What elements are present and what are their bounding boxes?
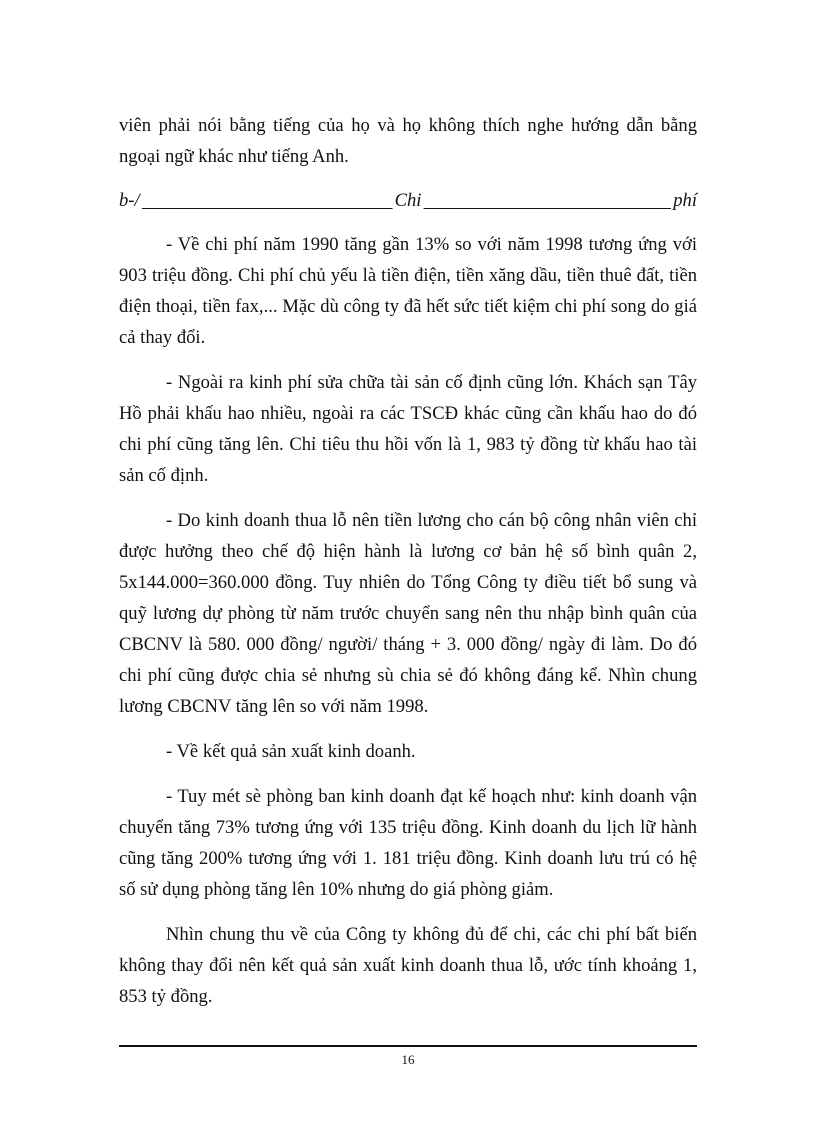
paragraph-departments: - Tuy mét sè phòng ban kinh doanh đạt kế hoạch như: kinh doanh vận chuyển tăng 73% tương ứng với 135 triệu đồng. Kinh doanh du lịch lữ hành cũng tăng 200% tương ứng với 1. 181 triệu đồng. Kinh doanh lưu trú có hệ số sử dụng phòng tăng lên 10% nhưng do giá phòng giảm. <box>119 786 697 900</box>
footer-divider <box>119 1045 697 1047</box>
paragraph-repair-costs: - Ngoài ra kinh phí sửa chữa tài sản cố định cũng lớn. Khách sạn Tây Hồ phải khấu hao nhiều, ngoài ra các TSCĐ khác cũng cần khấu hao do đó chi phí cũng tăng lên. Chỉ tiêu thu hồi vốn là 1, 983 tỷ đồng từ khấu hao tài sản cố định. <box>119 372 697 486</box>
heading-word-1: Chi <box>394 190 422 211</box>
paragraph-continued: viên phải nói bằng tiếng của họ và họ không thích nghe hướng dẫn bằng ngoại ngữ khác như tiếng Anh. <box>119 115 697 167</box>
paragraph-salary: - Do kinh doanh thua lỗ nên tiền lương cho cán bộ công nhân viên chỉ được hưởng theo chế độ hiện hành là lương cơ bản hệ số bình quân 2, 5x144.000=360.000 đồng. Tuy nhiên do Tổng Công ty điều tiết bổ sung và quỹ lương dự phòng từ năm trước chuyển sang nên thu nhập bình quân của CBCNV là 580. 000 đồng/ người/ tháng + 3. 000 đồng/ ngày đi làm. Do đó chi phí cũng được chia sẻ nhưng sù chia sẻ đó không đáng kể. Nhìn chung lương CBCNV tăng lên so với năm 1998. <box>119 510 697 717</box>
heading-word-2: phí <box>673 190 697 211</box>
document-body <box>119 110 697 1026</box>
paragraph-expenses: - Về chi phí năm 1990 tăng gần 13% so với năm 1998 tương ứng với 903 triệu đồng. Chi phí chủ yếu là tiền điện, tiền xăng dầu, tiền thuê đất, tiền điện thoại, tiền fax,... Mặc dù công ty đã hết sức tiết kiệm chi phí song do giá cả thay đổi. <box>119 234 697 348</box>
paragraph-conclusion: Nhìn chung thu về của Công ty không đủ để chi, các chi phí bất biến không thay đổi nên kết quả sản xuất kinh doanh thua lỗ, ước tính khoảng 1, 853 tỷ đồng. <box>119 924 697 1007</box>
heading-prefix: b-/ <box>119 190 140 211</box>
page-number: 16 <box>401 1052 415 1067</box>
section-heading <box>119 186 697 209</box>
paragraph-results-heading: - Về kết quả sản xuất kinh doanh. <box>166 741 416 762</box>
